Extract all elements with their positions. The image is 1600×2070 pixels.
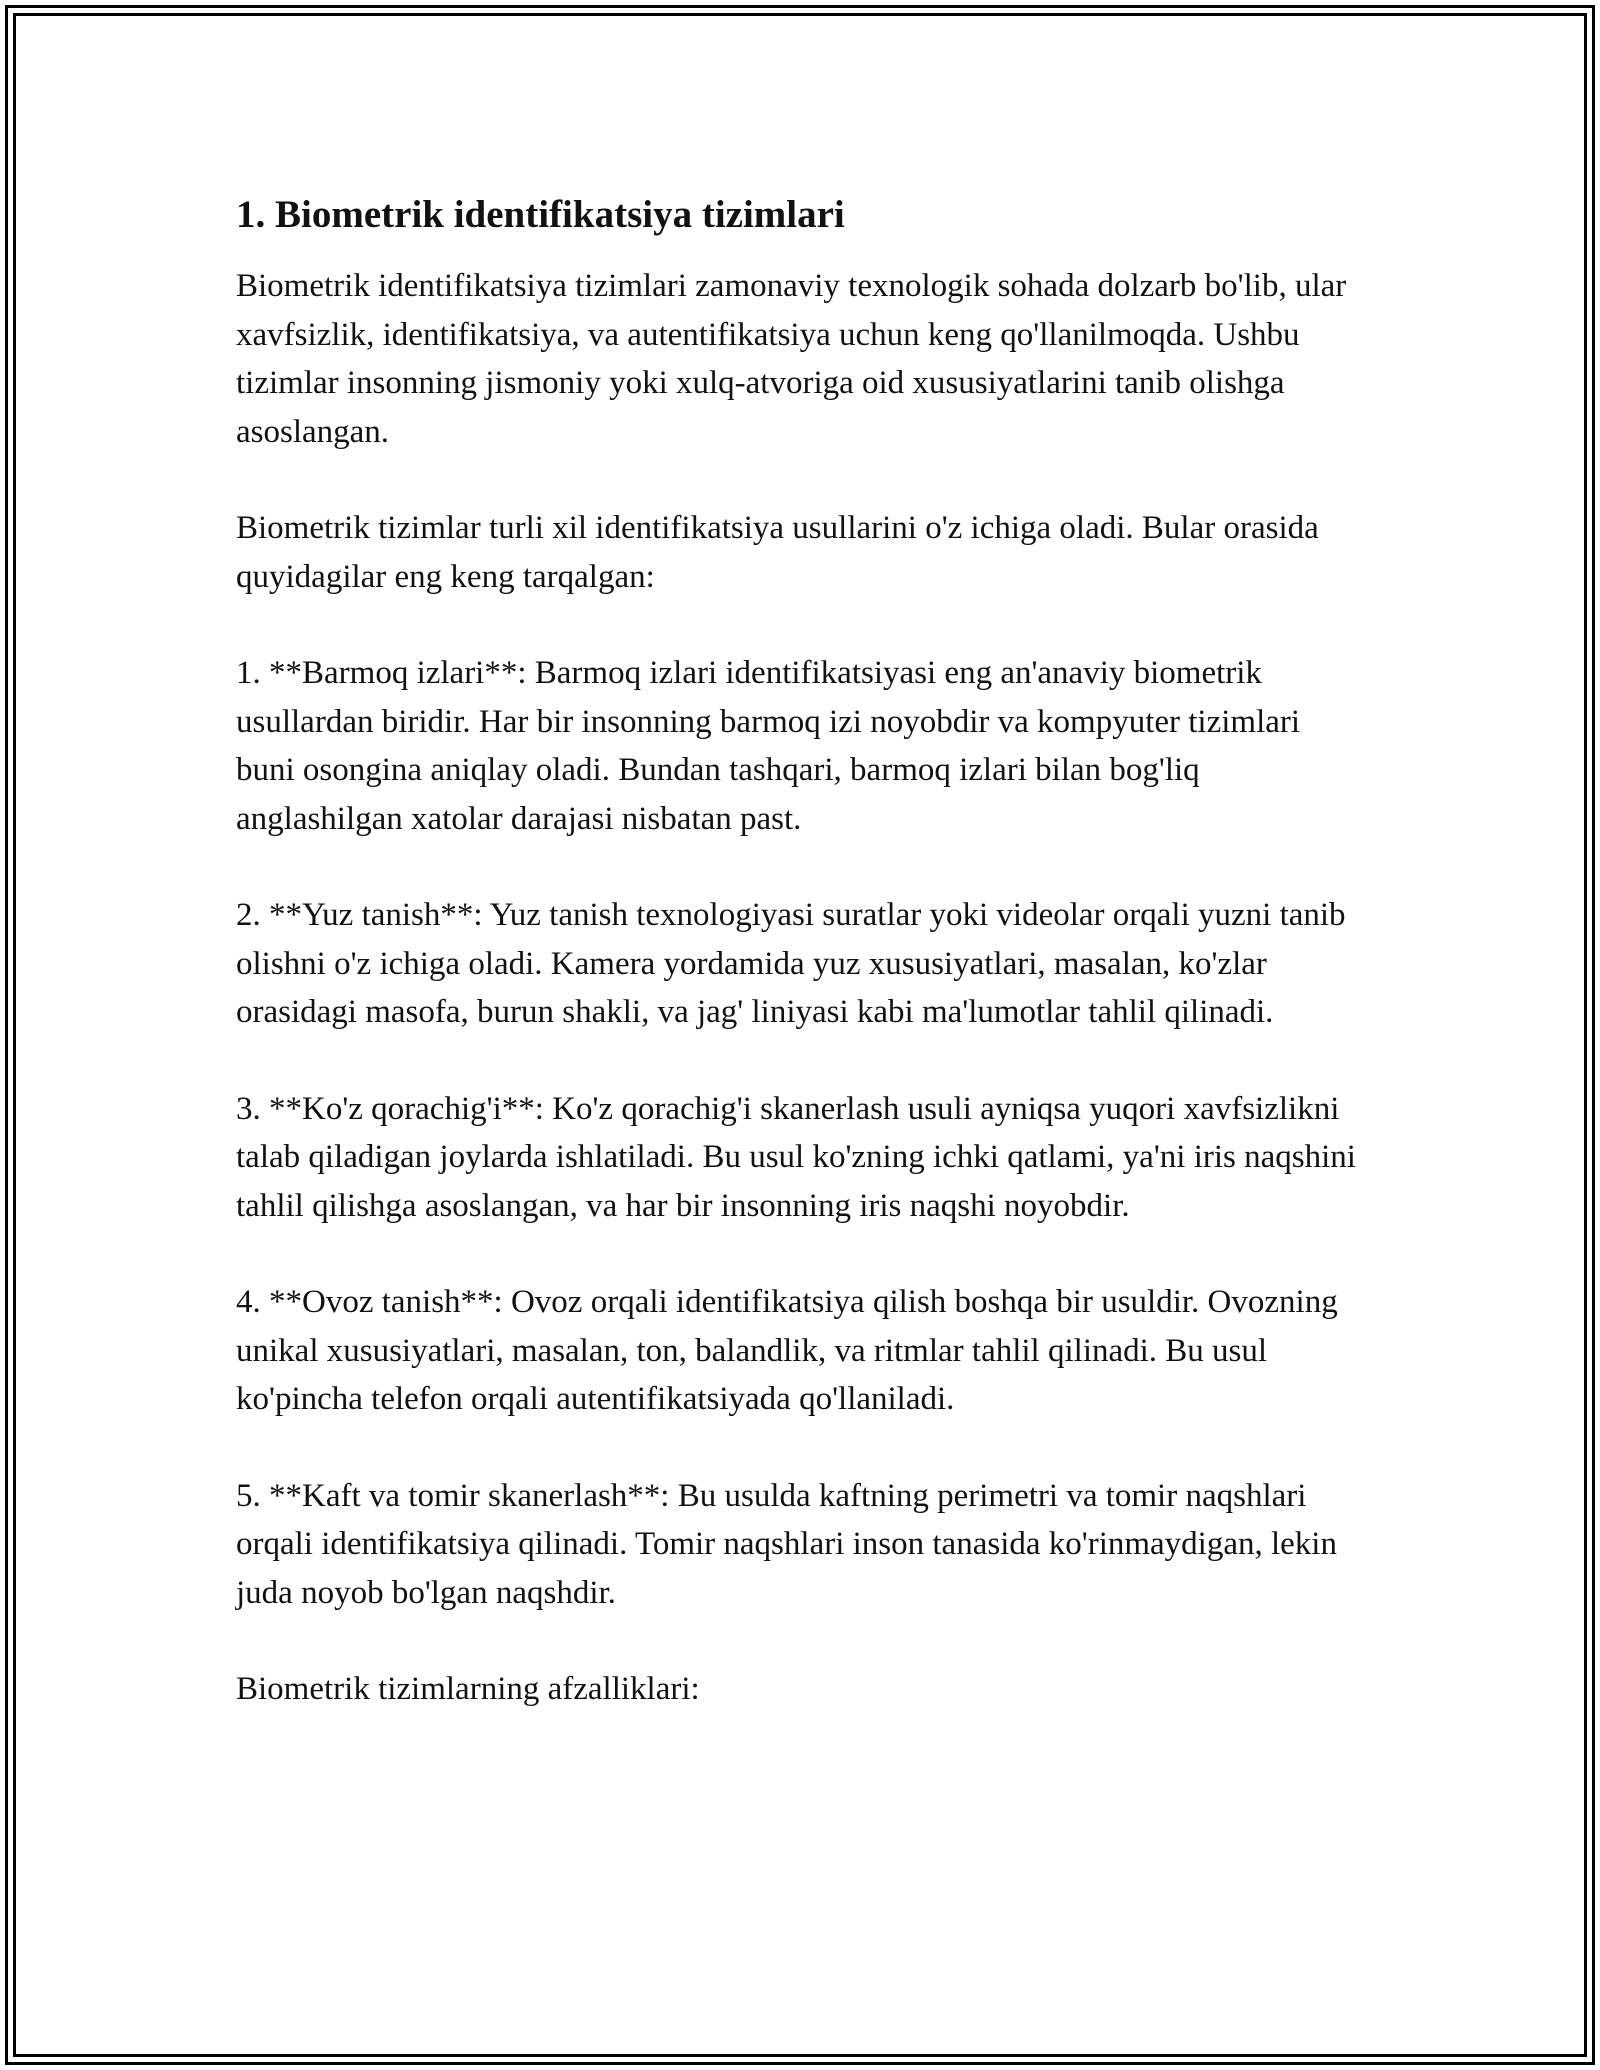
document-title: 1. Biometrik identifikatsiya tizimlari <box>236 193 845 236</box>
paragraph-palm-vein: 5. **Kaft va tomir skanerlash**: Bu usulda kaftning perimetri va tomir naqshlari orqali identifikatsiya qilinadi. Tomir naqshlari inson tanasida ko'rinmaydigan, lekin juda noyob bo'lgan naqshdir. <box>236 1477 1337 1611</box>
paragraph-face-recognition: 2. **Yuz tanish**: Yuz tanish texnologiyasi suratlar yoki videolar orqali yuzni tanib olishni o'z ichiga oladi. Kamera yordamida yuz xususiyatlari, masalan, ko'zlar orasidagi masofa, burun shakli, va jag' liniyasi kabi ma'lumotlar tahlil qilinadi. <box>236 897 1346 1030</box>
paragraph-intro: Biometrik identifikatsiya tizimlari zamonaviy texnologik sohada dolzarb bo'lib, ular xavfsizlik, identifikatsiya, va autentifikatsiya uchun keng qo'llanilmoqda. Ushbu tizimlar insonning jismoniy yoki xulq-atvoriga oid xususiyatlarini tanib olishga asoslangan. <box>236 268 1347 450</box>
document-body <box>236 186 1366 1714</box>
paragraph-fingerprint: 1. **Barmoq izlari**: Barmoq izlari identifikatsiyasi eng an'anaviy biometrik usullardan biridir. Har bir insonning barmoq izi noyobdir va kompyuter tizimlari buni osongina aniqlay oladi. Bundan tashqari, barmoq izlari bilan bog'liq anglashilgan xatolar darajasi nisbatan past. <box>236 655 1301 837</box>
paragraph-methods-intro: Biometrik tizimlar turli xil identifikatsiya usullarini o'z ichiga oladi. Bular orasida quyidagilar eng keng tarqalgan: <box>236 510 1319 595</box>
paragraph-advantages-heading: Biometrik tizimlarning afzalliklari: <box>236 1671 700 1707</box>
paragraph-iris: 3. **Ko'z qorachig'i**: Ko'z qorachig'i skanerlash usuli ayniqsa yuqori xavfsizlikni talab qiladigan joylarda ishlatiladi. Bu usul ko'zning ichki qatlami, ya'ni iris naqshini tahlil qilishga asoslangan, va har bir insonning iris naqshi noyobdir. <box>236 1090 1356 1224</box>
paragraph-voice: 4. **Ovoz tanish**: Ovoz orqali identifikatsiya qilish boshqa bir usuldir. Ovozning unikal xususiyatlari, masalan, ton, balandlik, va ritmlar tahlil qilinadi. Bu usul ko'pincha telefon orqali autentifikatsiyada qo'llaniladi. <box>236 1284 1338 1417</box>
